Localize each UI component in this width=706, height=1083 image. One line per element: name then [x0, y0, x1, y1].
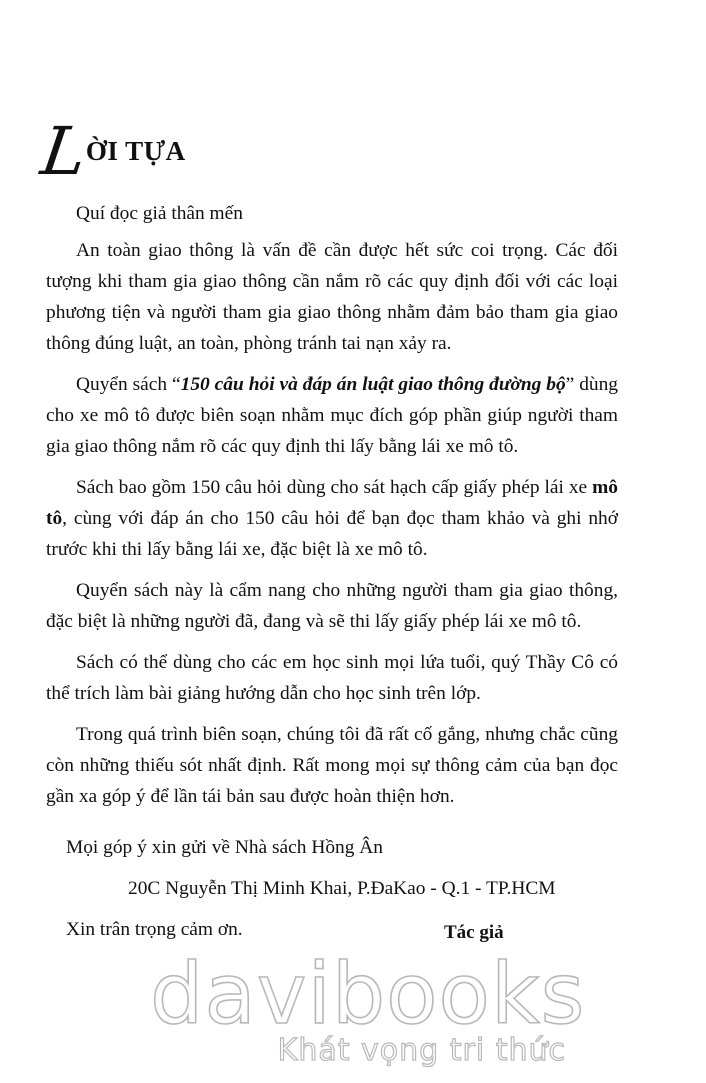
chapter-heading	[36, 112, 186, 190]
book-purpose-rest: ” dùng cho xe mô tô được biên soạn nhằm mục đích góp phần giúp người tham gia giao thông nắm rõ các quy định thi lấy bằng lái xe mô tô.	[46, 374, 619, 457]
book-title-emphasis: 150 câu hỏi và đáp án luật giao thông đường bộ	[180, 374, 566, 395]
watermark-slogan: Khát vọng tri thức	[277, 1033, 566, 1068]
author-signature: Tác giả	[444, 922, 504, 943]
book-contents-intro: Sách bao gồm 150 câu hỏi dùng cho sát hạch cấp giấy phép lái xe	[76, 477, 593, 498]
paragraph-book-contents	[46, 472, 618, 565]
davibooks-watermark	[150, 945, 586, 1068]
book-purpose-intro: Quyển sách “	[76, 374, 181, 395]
motorbike-emphasis: mô tô	[46, 477, 618, 529]
thanks-line: Xin trân trọng cảm ơn.	[66, 919, 243, 940]
paragraph-traffic-safety: An toàn giao thông là vấn đề cần được hết sức coi trọng. Các đối tượng khi tham gia giao thông cần nắm rõ các quy định đối với các loại phương tiện và người tham gia giao thông nhằm đảm bảo tham gia giao thông đúng luật, an toàn, phòng tránh tai nạn xảy ra.	[46, 240, 618, 354]
watermark-brand: davibooks	[150, 945, 586, 1043]
paragraph-handbook: Quyển sách này là cẩm nang cho những người tham gia giao thông, đặc biệt là những người đã, đang và sẽ thi lấy giấy phép lái xe mô tô.	[46, 580, 618, 632]
greeting-line: Quí đọc giả thân mến	[76, 203, 243, 224]
paragraph-book-purpose	[46, 369, 618, 462]
heading-text: ỜI TỰA	[85, 136, 186, 166]
paragraph-feedback-request: Trong quá trình biên soạn, chúng tôi đã rất cố gắng, nhưng chắc cũng còn những thiếu sót nhất định. Rất mong mọi sự thông cảm của bạn đọc gần xa góp ý để lần tái bản sau được hoàn thiện hơn.	[46, 724, 618, 807]
paragraph-students-teachers: Sách có thể dùng cho các em học sinh mọi lứa tuổi, quý Thầy Cô có thể trích làm bài giảng hướng dẫn cho học sinh trên lớp.	[46, 652, 618, 704]
contact-line: Mọi góp ý xin gửi về Nhà sách Hồng Ân	[66, 837, 383, 858]
book-contents-rest: , cùng với đáp án cho 150 câu hỏi để bạn đọc tham khảo và ghi nhớ trước khi thi lấy bằng lái xe, đặc biệt là xe mô tô.	[46, 508, 618, 560]
publisher-address: 20C Nguyễn Thị Minh Khai, P.ĐaKao - Q.1 - TP.HCM	[128, 878, 556, 899]
preface-body	[46, 198, 618, 945]
heading-initial-letter: L	[36, 113, 90, 190]
